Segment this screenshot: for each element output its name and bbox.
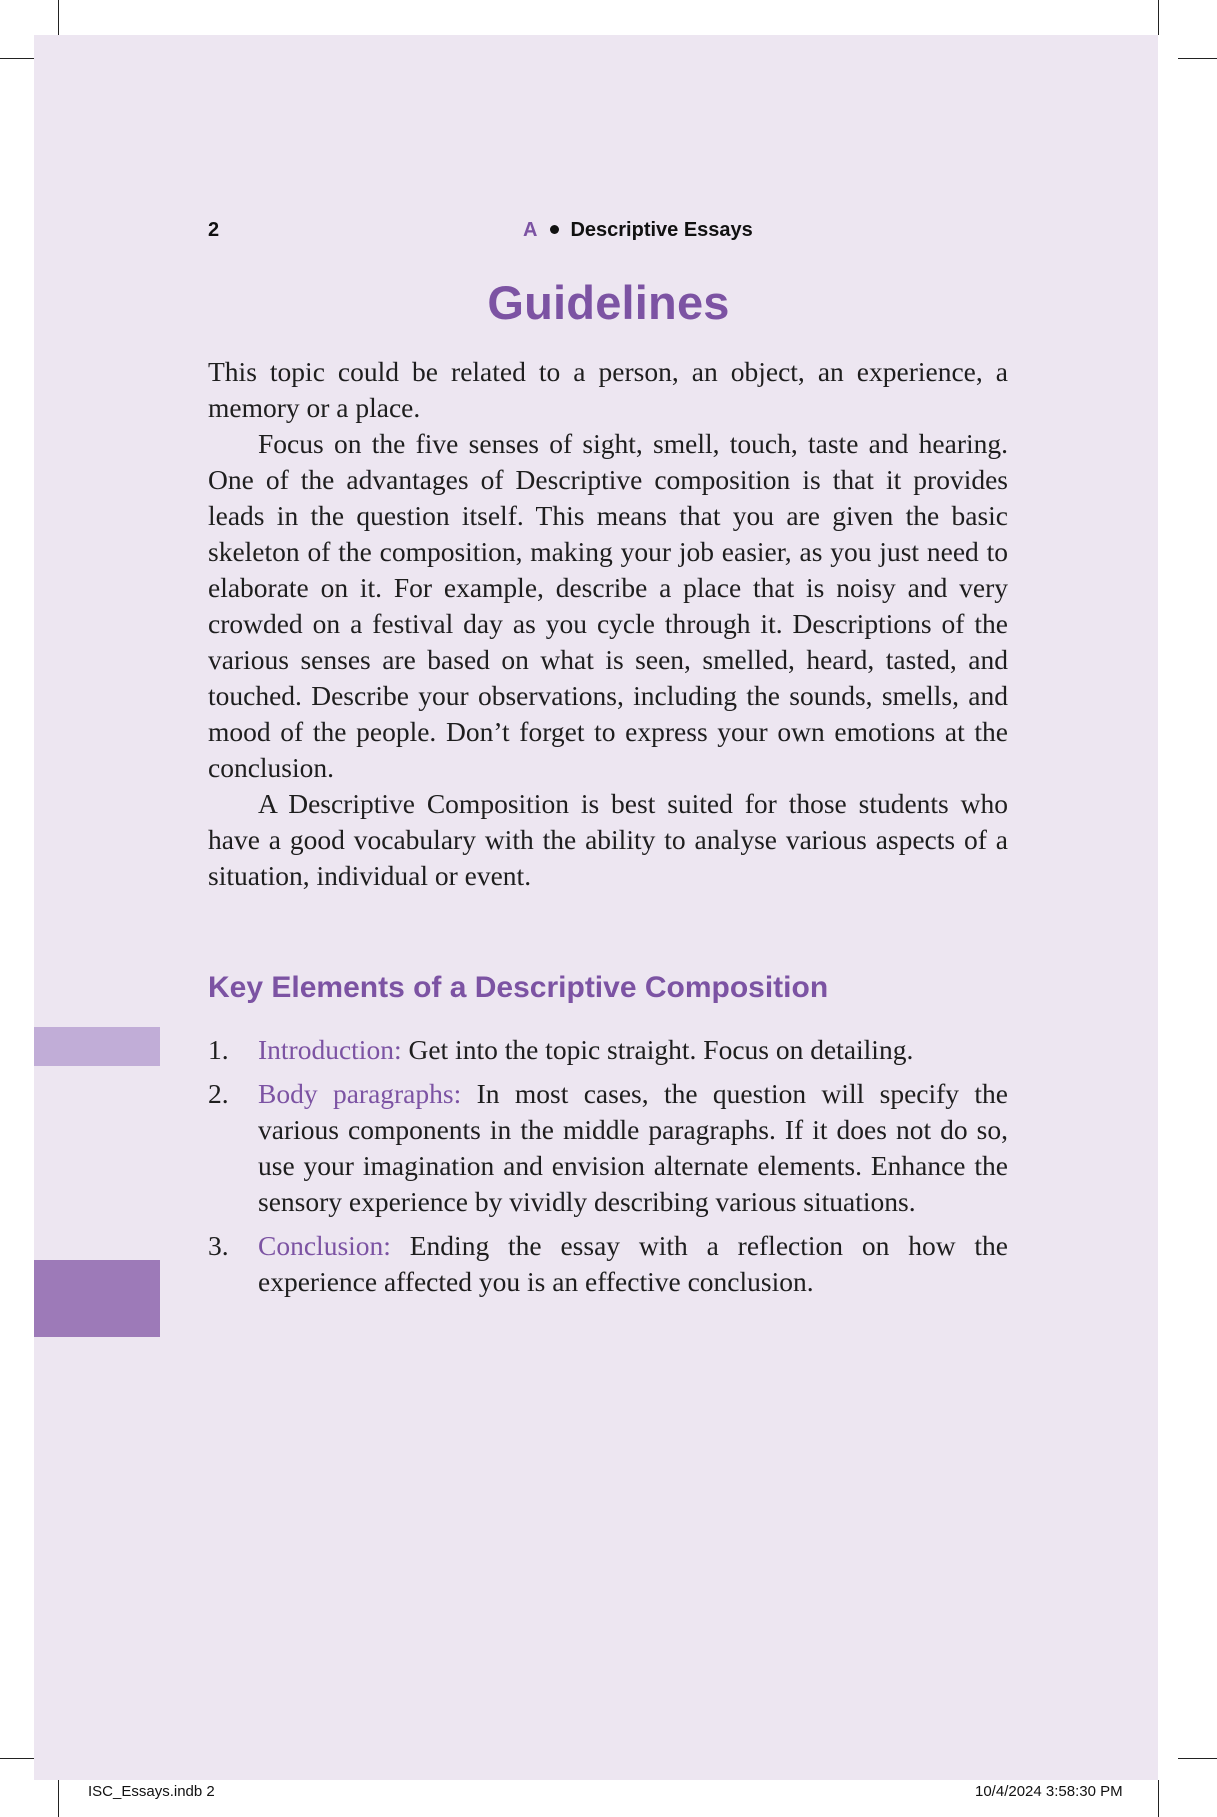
list-item-text: Get into the topic straight. Focus on detailing.	[401, 1034, 914, 1065]
running-head	[0, 215, 1217, 245]
footer-timestamp: 10/4/2024 3:58:30 PM	[975, 1783, 1123, 1800]
page-number: 2	[208, 219, 220, 241]
key-elements-list	[208, 1032, 1008, 1308]
page-title: Guidelines	[487, 276, 730, 329]
list-item	[208, 1032, 1008, 1068]
paragraph: A Descriptive Composition is best suited for those students who have a good vocabulary with the ability to analyse various aspects of a situation, individual or event.	[208, 788, 1008, 891]
section-title: Descriptive Essays	[570, 219, 753, 241]
section-heading: Key Elements of a Descriptive Composition	[208, 971, 829, 1004]
guidelines-body	[208, 354, 1008, 894]
crop-mark	[1158, 0, 1159, 35]
list-item-number: 3.	[208, 1230, 229, 1261]
footer-file: ISC_Essays.indb 2	[88, 1783, 215, 1800]
thumb-tab-dark	[34, 1260, 160, 1337]
paragraph: Focus on the five senses of sight, smell, touch, taste and hearing. One of the advantages of Descriptive composition is that it provides leads in the question itself. This means that you are given the basic skeleton of the composition, making your job easier, as you just need to elaborate on it. For example, describe a place that is noisy and very crowded on a festival day as you cycle through it. Descriptions of the various senses are based on what is seen, smelled, heard, tasted, and touched. Describe your observations, including the sounds, smells, and mood of the people. Don’t forget to express your own emotions at the conclusion.	[208, 428, 1008, 783]
list-item-number: 2.	[208, 1078, 229, 1109]
list-item-number: 1.	[208, 1034, 229, 1065]
list-item-text: Ending the essay with a reflection on how the experience affected you is an effective conclusion.	[258, 1230, 1008, 1297]
thumb-tab-light	[34, 1027, 160, 1066]
paragraph: This topic could be related to a person, an object, an experience, a memory or a place.	[208, 356, 1008, 423]
bullet-icon	[550, 225, 559, 234]
section-letter: A	[523, 219, 538, 241]
list-item-term: Body paragraphs:	[258, 1078, 462, 1109]
running-head-section	[523, 219, 753, 242]
crop-mark	[0, 1758, 34, 1759]
list-item-term: Conclusion:	[258, 1230, 391, 1261]
crop-mark	[1178, 58, 1217, 59]
crop-mark	[1178, 1758, 1217, 1759]
list-item	[208, 1228, 1008, 1300]
list-item-term: Introduction:	[258, 1034, 402, 1065]
list-item-text: In most cases, the question will specify the various components in the middle paragraphs. If it does not do so, use your imagination and envision alternate elements. Enhance the sensory experience by vividly describing various situations.	[258, 1078, 1008, 1217]
crop-mark	[0, 58, 34, 59]
print-footer	[0, 1783, 1217, 1805]
list-item	[208, 1076, 1008, 1220]
crop-mark	[58, 0, 59, 35]
